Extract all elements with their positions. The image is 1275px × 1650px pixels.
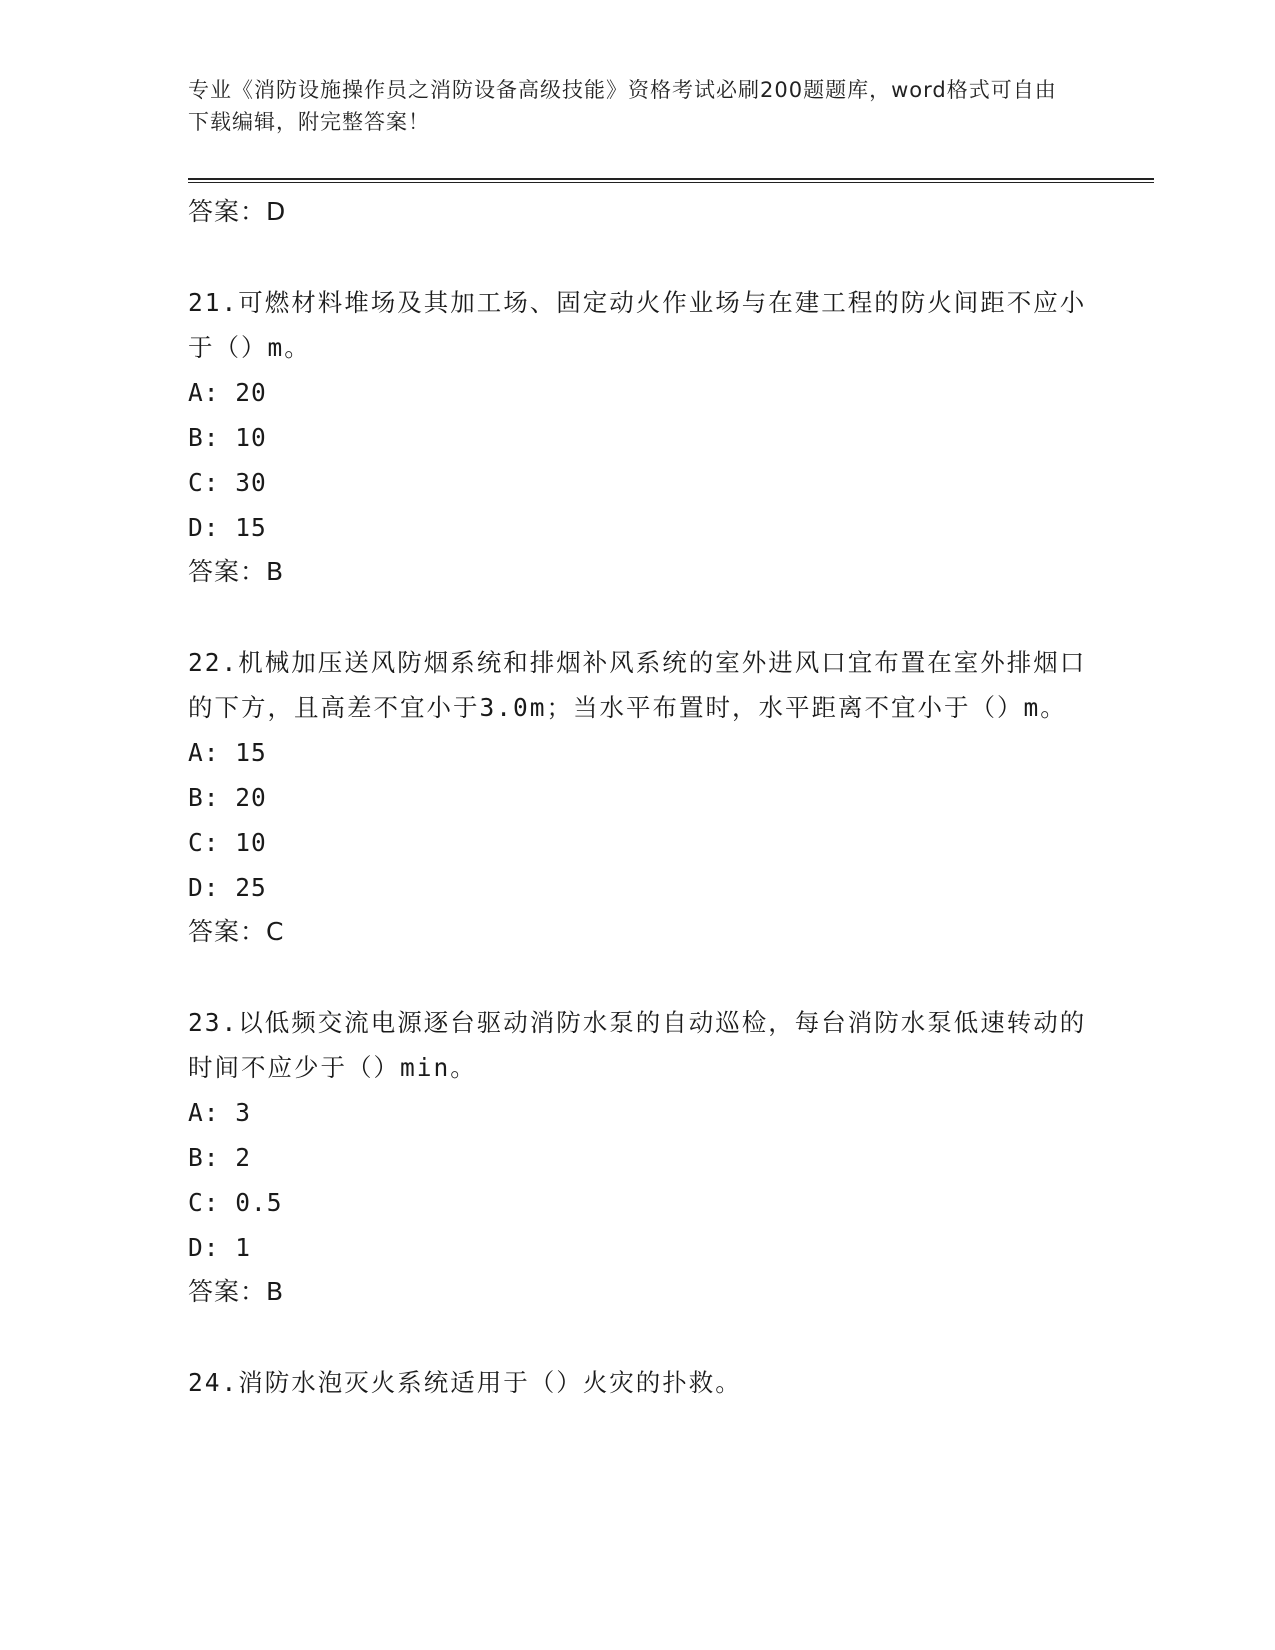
option-c: C: 10 xyxy=(188,828,267,857)
answer: 答案：B xyxy=(188,1277,285,1306)
question-21 xyxy=(188,280,1088,594)
question-list xyxy=(188,190,1088,1405)
question-stem: 24.消防水泡灭火系统适用于（）火灾的扑救。 xyxy=(188,1368,742,1397)
header-rule xyxy=(188,178,1154,183)
option-b: B: 10 xyxy=(188,423,267,452)
option-a: A: 20 xyxy=(188,378,267,407)
option-b: B: 20 xyxy=(188,783,267,812)
question-22 xyxy=(188,640,1088,954)
question-24 xyxy=(188,1360,1088,1405)
option-b: B: 2 xyxy=(188,1143,252,1172)
option-c: C: 0.5 xyxy=(188,1188,283,1217)
answer: 答案：B xyxy=(188,557,285,586)
question-23 xyxy=(188,1000,1088,1314)
answer: 答案：C xyxy=(188,917,285,946)
question-stem: 22.机械加压送风防烟系统和排烟补风系统的室外进风口宜布置在室外排烟口的下方，且高差不宜小于3.0m；当水平布置时，水平距离不宜小于（）m。 xyxy=(188,648,1087,722)
option-d: D: 15 xyxy=(188,513,267,542)
option-a: A: 15 xyxy=(188,738,267,767)
page-header: 专业《消防设施操作员之消防设备高级技能》资格考试必刷200题题库，word格式可自由下载编辑，附完整答案！ xyxy=(188,78,1057,134)
option-a: A: 3 xyxy=(188,1098,252,1127)
option-c: C: 30 xyxy=(188,468,267,497)
question-stem: 21.可燃材料堆场及其加工场、固定动火作业场与在建工程的防火间距不应小于（）m。 xyxy=(188,288,1087,362)
option-d: D: 1 xyxy=(188,1233,252,1262)
option-d: D: 25 xyxy=(188,873,267,902)
answer-prev: 答案：D xyxy=(188,197,287,226)
question-stem: 23.以低频交流电源逐台驱动消防水泵的自动巡检，每台消防水泵低速转动的时间不应少于（）min。 xyxy=(188,1008,1087,1082)
